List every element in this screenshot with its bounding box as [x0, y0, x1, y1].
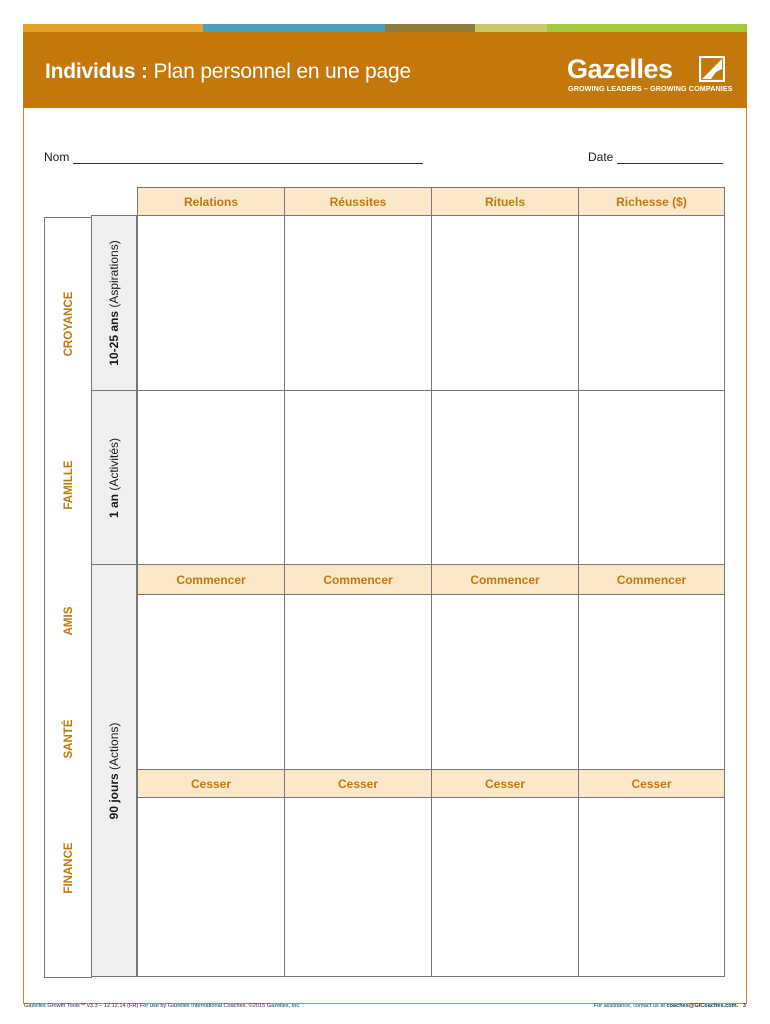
horizon-bold: 1 an — [107, 493, 121, 518]
side-label-sante: SANTÉ — [63, 719, 75, 759]
horizon-bold: 90 jours — [107, 772, 121, 819]
color-strip — [23, 24, 747, 32]
cell-stop-reussites[interactable] — [284, 797, 432, 977]
stop-header-relations: Cesser — [137, 769, 285, 798]
page-title — [45, 60, 411, 84]
cell-aspirations-reussites[interactable] — [284, 215, 432, 391]
footer-contact-text: For assistance, contact us at — [593, 1003, 665, 1009]
side-label-famille: FAMILLE — [63, 460, 75, 510]
column-header-relations: Relations — [137, 187, 285, 216]
cell-stop-relations[interactable] — [137, 797, 285, 977]
cell-start-reussites[interactable] — [284, 594, 432, 770]
strip-segment — [385, 24, 475, 32]
side-label-amis: AMIS — [63, 606, 75, 636]
plan-grid — [44, 187, 724, 977]
horizon-ninety-days — [91, 564, 137, 977]
life-areas-column — [44, 217, 92, 978]
cell-start-relations[interactable] — [137, 594, 285, 770]
horizon-bold: 10-25 ans — [107, 311, 121, 366]
footer-right — [594, 1003, 746, 1009]
strip-segment — [203, 24, 385, 32]
name-field — [44, 150, 423, 164]
cell-activities-relations[interactable] — [137, 390, 285, 565]
start-header-richesse: Commencer — [578, 564, 725, 595]
footer-left: Gazelles Growth Tools™ v3.3 – 12.12.14 (FR) For use by Gazelles International Coaches. ©2015 Gazelles, Inc. — [24, 1003, 301, 1009]
brand — [555, 54, 733, 94]
side-label-croyance: CROYANCE — [63, 291, 75, 357]
start-header-rituels: Commencer — [431, 564, 579, 595]
stop-header-rituels: Cesser — [431, 769, 579, 798]
horizon-long-term — [91, 215, 137, 391]
horizon-rest: (Activités) — [107, 437, 121, 491]
cell-start-richesse[interactable] — [578, 594, 725, 770]
horizon-rest: (Aspirations) — [107, 240, 121, 308]
cell-aspirations-relations[interactable] — [137, 215, 285, 391]
column-header-richesse: Richesse ($) — [578, 187, 725, 216]
cell-aspirations-richesse[interactable] — [578, 215, 725, 391]
start-header-reussites: Commencer — [284, 564, 432, 595]
date-field — [588, 150, 723, 164]
name-input-line[interactable] — [73, 152, 423, 164]
horizon-one-year — [91, 390, 137, 565]
strip-segment — [547, 24, 747, 32]
header-bar — [23, 32, 747, 108]
strip-segment — [475, 24, 547, 32]
horizon-label-one-year — [107, 437, 121, 517]
cell-activities-reussites[interactable] — [284, 390, 432, 565]
stop-header-reussites: Cesser — [284, 769, 432, 798]
cell-start-rituels[interactable] — [431, 594, 579, 770]
brand-name: Gazelles — [567, 54, 673, 84]
footer-email-link[interactable]: coaches@GICoaches.com. — [666, 1003, 739, 1009]
cell-aspirations-rituels[interactable] — [431, 215, 579, 391]
cell-stop-richesse[interactable] — [578, 797, 725, 977]
strip-segment — [23, 24, 203, 32]
column-header-reussites: Réussites — [284, 187, 432, 216]
brand-tagline: GROWING LEADERS – GROWING COMPANIES — [568, 84, 733, 93]
page-number: 3 — [742, 1003, 746, 1009]
cell-activities-rituels[interactable] — [431, 390, 579, 565]
page-title-bold: Individus : — [45, 60, 148, 83]
cell-activities-richesse[interactable] — [578, 390, 725, 565]
horizon-label-ninety-days — [107, 722, 121, 819]
gazelle-logo-icon — [699, 56, 725, 82]
page-title-rest: Plan personnel en une page — [153, 60, 411, 83]
date-input-line[interactable] — [617, 152, 723, 164]
side-label-finance: FINANCE — [63, 842, 75, 894]
horizon-rest: (Actions) — [107, 722, 121, 770]
stop-header-richesse: Cesser — [578, 769, 725, 798]
cell-stop-rituels[interactable] — [431, 797, 579, 977]
date-label: Date — [588, 150, 614, 164]
column-header-rituels: Rituels — [431, 187, 579, 216]
name-label: Nom — [44, 150, 70, 164]
start-header-relations: Commencer — [137, 564, 285, 595]
horizon-label-long-term — [107, 240, 121, 365]
